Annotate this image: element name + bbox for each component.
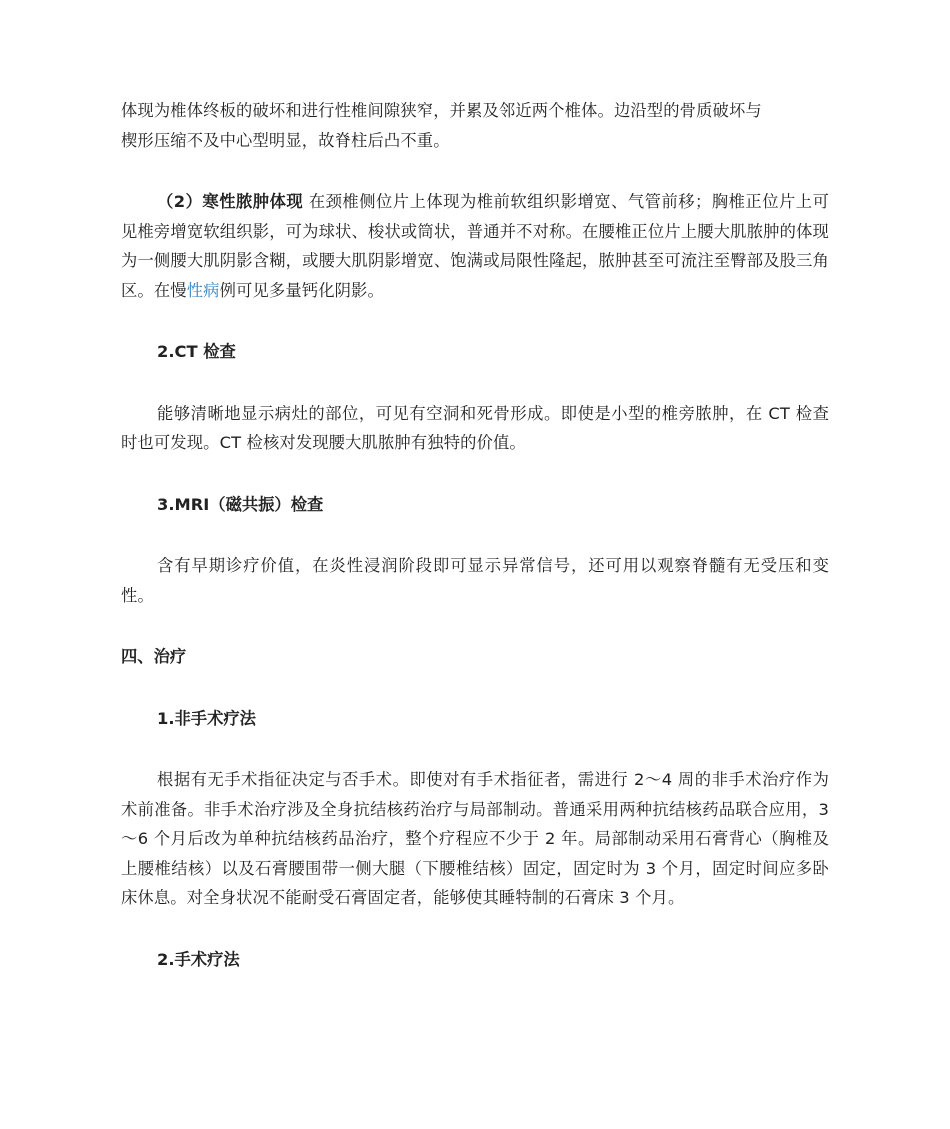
spacer (121, 458, 829, 490)
spacer (121, 913, 829, 945)
spacer (121, 519, 829, 551)
heading-non-surgical: 1.非手术疗法 (157, 708, 256, 728)
paragraph-non-surgical: 根据有无手术指征决定与否手术。即使对有手术指征者，需进行 2～4 周的非手术治疗作为术前准备。非手术治疗涉及全身抗结核药治疗与局部制动。普通采用两种抗结核药品联合应用，3～6 个月后改为单种抗结核药品治疗，整个疗程应不少于 2 年。局部制动采用石膏背心（胸椎及上腰椎结核）以及石膏腰围带一侧大腿（下腰椎结核）固定，固定时为 3 个月，固定时间应多卧床休息。对全身状况不能耐受石膏固定者，能够使其睡特制的石膏床 3 个月。 (121, 770, 829, 907)
spacer (121, 305, 829, 337)
heading-treatment: 四、治疗 (121, 647, 187, 666)
spacer (121, 610, 829, 642)
paragraph-line: 楔形压缩不及中心型明显，故脊柱后凸不重。 (121, 130, 450, 150)
spacer (121, 672, 829, 704)
spacer (121, 367, 829, 399)
paragraph-line: 体现为椎体终板的破坏和进行性椎间隙狭窄，并累及邻近两个椎体。边沿型的骨质破坏与 (121, 101, 762, 120)
paragraph-vertebral-destruction (121, 96, 829, 155)
document-body (121, 96, 829, 974)
paragraph-mri: 含有早期诊疗价值，在炎性浸润阶段即可显示异常信号，还可用以观察脊髓有无受压和变性。 (121, 556, 829, 605)
heading-ct: 2.CT 检查 (157, 342, 236, 361)
heading-surgical: 2.手术疗法 (157, 949, 240, 969)
paragraph-cold-abscess (121, 187, 829, 305)
paragraph-text: 在颈椎侧位片上体现为椎前软组织影增宽、气管前移；胸椎正位片上可见椎旁增宽软组织影，可为球状、梭状或筒状，普通并不对称。在腰椎正位片上腰大肌脓肿的体现为一侧腰大肌阴影含糊，或腰大肌阴影增宽、饱满或局限性隆起，脓肿甚至可流注至臀部及股三角区。在慢 (121, 192, 829, 300)
heading-mri: 3.MRI（磁共振）检查 (157, 494, 324, 514)
spacer (121, 733, 829, 765)
paragraph-text: 例可见多量钙化阴影。 (219, 280, 384, 300)
paragraph-ct: 能够清晰地显示病灶的部位，可见有空洞和死骨形成。即使是小型的椎旁脓肿，在 CT 检查时也可发现。CT 检核对发现腰大肌脓肿有独特的价值。 (121, 403, 829, 452)
subsection-label: （2）寒性脓肿体现 (157, 192, 304, 211)
spacer (121, 155, 829, 187)
disease-link[interactable]: 性病 (186, 280, 220, 300)
